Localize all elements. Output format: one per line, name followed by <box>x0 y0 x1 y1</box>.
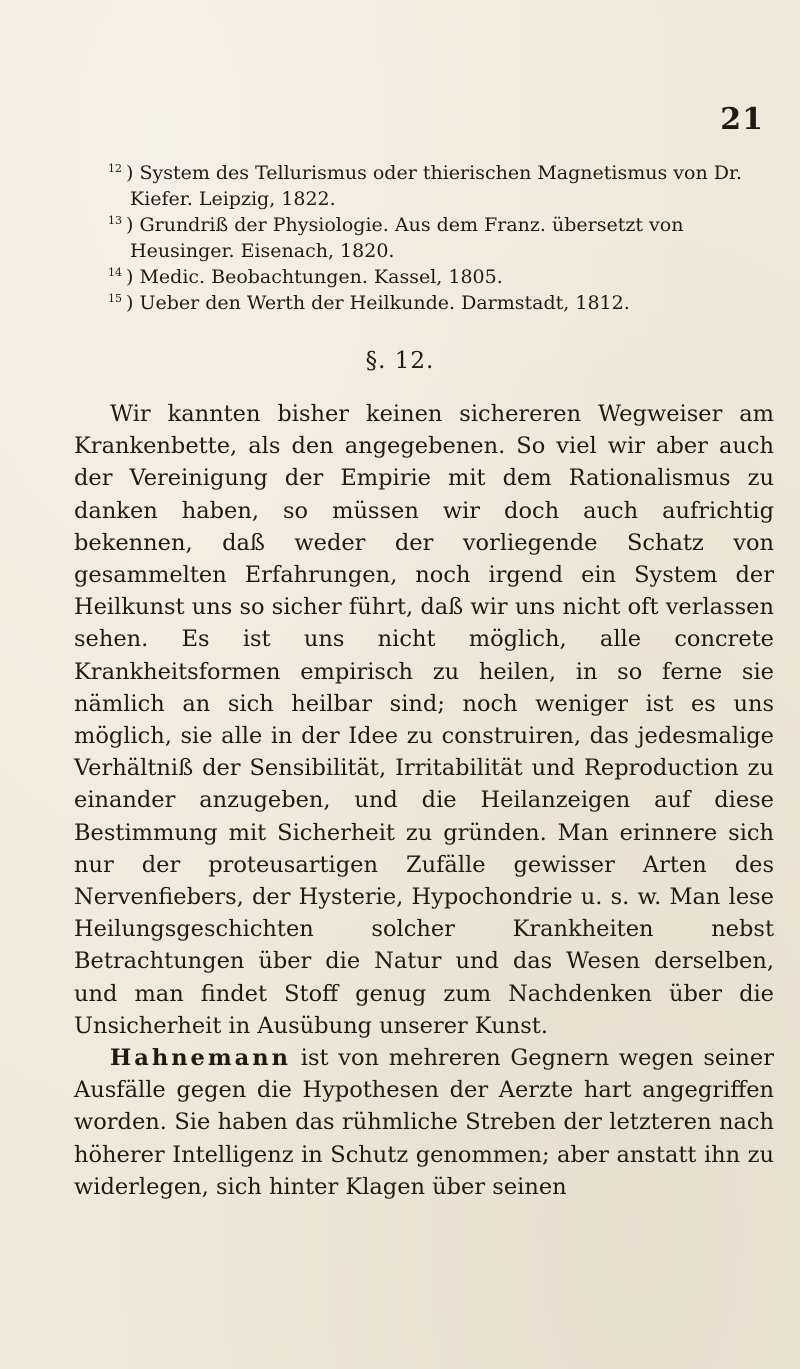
footnote-marker: 13 <box>108 213 122 227</box>
footnote: $^{14}$ ) Medic. Beobachtungen. Kassel, 1805. <box>108 265 503 288</box>
body-text <box>74 398 774 1203</box>
page-number: 21 <box>720 102 764 137</box>
footnote-marker: 14 <box>108 265 122 279</box>
paragraph: Wir kannten bisher keinen sichereren Wegweiser am Krankenbette, als den angegebenen. So viel wir aber auch der Vereinigung der Empirie mit dem Rationalismus zu danken haben, so müssen wir doch auch aufrichtig bekennen, daß weder der vorliegende Schatz von gesammelten Erfahrungen, noch irgend ein System der Heilkunst uns so sicher führt, daß wir uns nicht oft verlassen sehen. Es ist uns nicht möglich, alle concrete Krankheitsformen empirisch zu heilen, in so ferne sie nämlich an sich heilbar sind; noch weniger ist es uns möglich, sie alle in der Idee zu construiren, das jedesmalige Verhältniß der Sensibilität, Irritabilität und Reproduction zu einander anzugeben, und die Heilanzeigen auf diese Bestimmung mit Sicherheit zu gründen. Man erinnere sich nur der proteusartigen Zufälle gewisser Arten des Nervenfiebers, der Hysterie, Hypochondrie u. s. w. Man lese Heilungsgeschichten solcher Krankheiten nebst Betrachtungen über die Natur und das Wesen derselben, und man findet Stoff genug zum Nachdenken über die Unsicherheit in Ausübung unserer Kunst. <box>74 401 774 1039</box>
footnote: $^{13}$ ) Grundriß der Physiologie. Aus dem Franz. übersetzt von Heusinger. Eisenach, 1820. <box>108 213 684 262</box>
footnote-text: Grundriß der Physiologie. Aus dem Franz. übersetzt von Heusinger. Eisenach, 1820. <box>130 214 684 262</box>
footnote-marker: 15 <box>108 291 122 305</box>
footnote-text: Medic. Beobachtungen. Kassel, 1805. <box>139 266 503 288</box>
section-heading: §. 12. <box>365 348 435 374</box>
footnotes <box>108 160 788 316</box>
footnote-marker: 12 <box>108 161 122 175</box>
paragraph <box>74 1042 774 1203</box>
paragraph-text: ist von mehreren Gegnern wegen seiner Ausfälle gegen die Hypothesen der Aerzte hart angegriffen worden. Sie haben das rühmliche Streben der letzteren nach höherer Intelligenz in Schutz genommen; aber anstatt ihn zu widerlegen, sich hinter Klagen über seinen <box>74 1045 774 1200</box>
footnote: $^{12}$ ) System des Tellurismus oder thierischen Magnetismus von Dr. Kiefer. Leipzig, 1822. <box>108 161 742 210</box>
footnote-text: System des Tellurismus oder thierischen Magnetismus von Dr. Kiefer. Leipzig, 1822. <box>130 162 742 210</box>
author-name: Hahnemann <box>110 1045 291 1072</box>
footnote: $^{15}$ ) Ueber den Werth der Heilkunde. Darmstadt, 1812. <box>108 291 630 314</box>
footnote-text: Ueber den Werth der Heilkunde. Darmstadt, 1812. <box>139 292 630 314</box>
